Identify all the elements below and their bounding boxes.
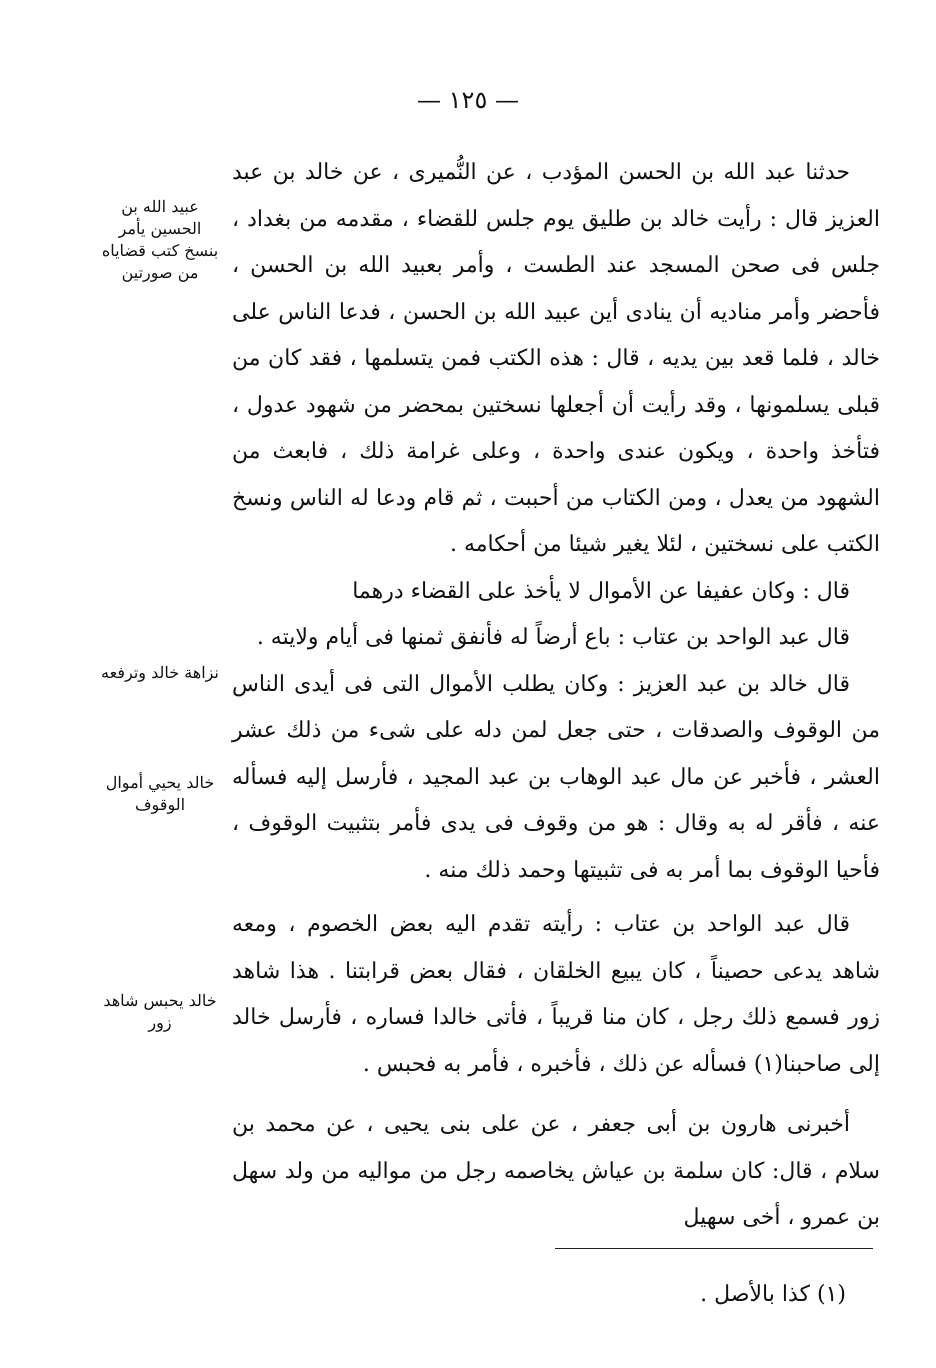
main-text bbox=[232, 150, 880, 1242]
paragraph-1: حدثنا عبد الله بن الحسن المؤدب ، عن النُّميرى ، عن خالد بن عبد العزيز قال : رأيت خالد بن طليق يوم جلس للقضاء ، مقدمه من بغداد ، جلس فى صحن المسجد عند الطست ، وأمر بعبيد الله بن الحسن ، فأحضر وأمر مناديه أن ينادى أين عبيد الله بن الحسن ، فدعا الناس على خالد ، فلما قعد بين يديه ، قال : هذه الكتب فمن يتسلمها ، فقد كان من قبلى يسلمونها ، وقد رأيت أن أجعلها نسختين بمحضر من شهود عدول ، فتأخذ واحدة ، ويكون عندى واحدة ، وعلى غرامة ذلك ، فابعث من الشهود من يعدل ، ومن الكتاب من أحببت ، ثم قام ودعا له الناس ونسخ الكتب على نسختين ، لئلا يغير شيئا من أحكامه . bbox=[232, 160, 880, 557]
paragraph-3: قال عبد الواحد بن عتاب : باع أرضاً له فأنفق ثمنها فى أيام ولايته . bbox=[256, 625, 850, 650]
margin-note-1: عبيد الله بن الحسين يأمر بنسخ كتب قضاياه من صورتين bbox=[101, 197, 219, 282]
margin-note-3: خالد يحيي أموال الوقوف bbox=[105, 773, 215, 814]
paragraph-4: قال خالد بن عبد العزيز : وكان يطلب الأموال التى فى أيدى الناس من الوقوف والصدقات ، حتى جعل لمن دله على شىء من ذلك عشر العشر ، فأخبر عن مال عبد الوهاب بن عبد المجيد ، فأرسل إليه فسأله عنه ، فأقر له به وقال : هو من وقوف فى يدى فأمر بتثبيت الوقوف ، فأحيا الوقوف بما أمر به فى تثبيتها وحمد ذلك منه . bbox=[232, 671, 880, 883]
paragraph-6: أخبرنى هارون بن أبى جعفر ، عن على بنى يحيى ، عن محمد بن سلام ، قال: كان سلمة بن عياش يخاصمه رجل من مواليه من ولد سهل بن عمرو ، أخى سهيل bbox=[232, 1112, 880, 1230]
margin-note-4: خالد يحبس شاهد زور bbox=[103, 991, 217, 1032]
paragraph-5: قال عبد الواحد بن عتاب : رأيته تقدم اليه بعض الخصوم ، ومعه شاهد يدعى حصيناً ، كان يبيع الخلقان ، فقال بعض قرابتنا . هذا شاهد زور فسمع ذلك رجل ، كان منا قريباً ، فأتى خالدا فساره ، فأرسل خالد إلى صاحبنا(١) فسأله عن ذلك ، فأخبره ، فأمر به فحبس . bbox=[232, 912, 880, 1077]
footnote-divider bbox=[555, 1248, 873, 1249]
margin-note-2: نزاهة خالد وترفعه bbox=[101, 663, 219, 682]
page-number: — ١٢٥ — bbox=[417, 86, 519, 114]
footnote: (١) كذا بالأصل . bbox=[700, 1282, 846, 1307]
paragraph-2: قال : وكان عفيفا عن الأموال لا يأخذ على القضاء درهما bbox=[352, 578, 850, 604]
